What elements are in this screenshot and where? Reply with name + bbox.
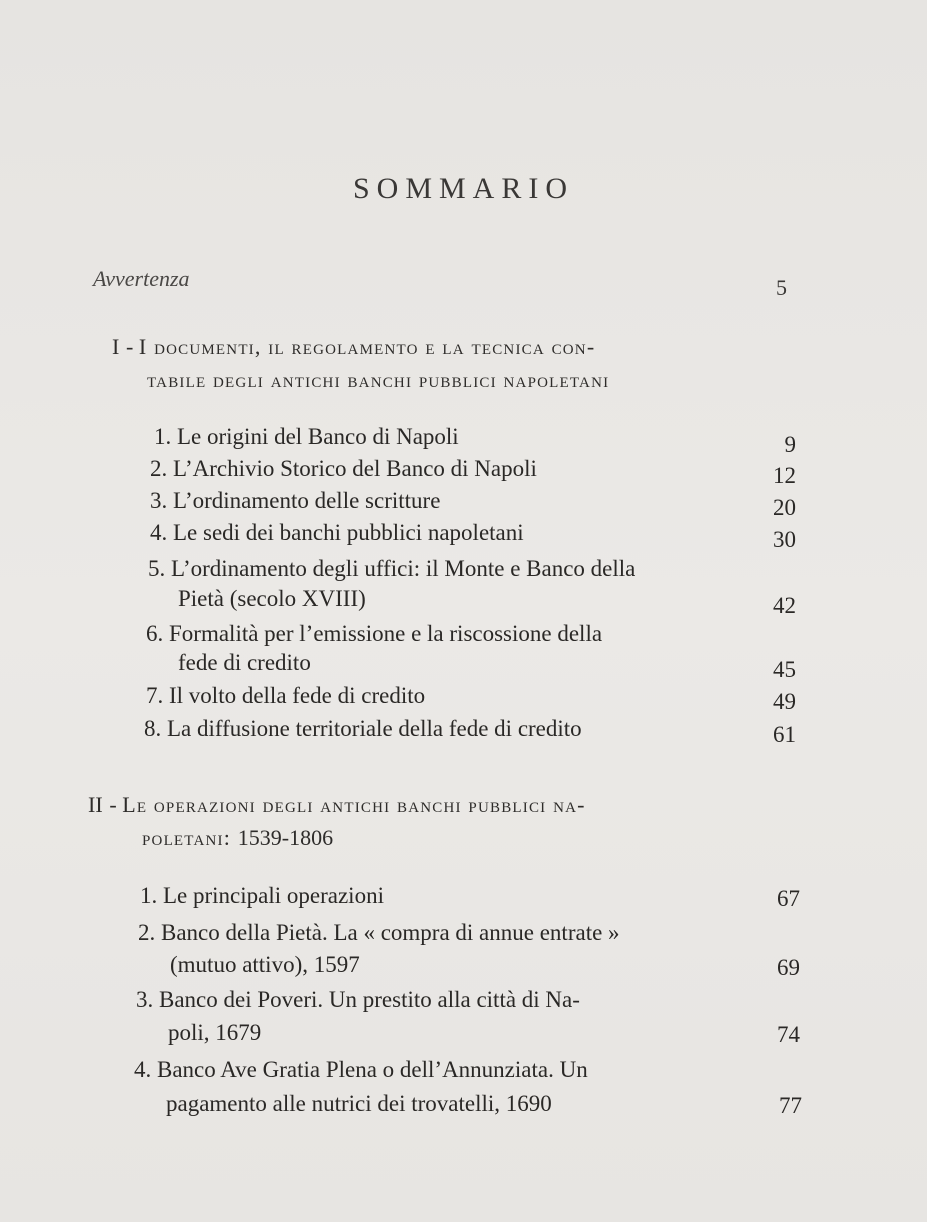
toc-page: 74 [777,1022,800,1047]
toc-entry: 3. L’ordinamento delle scritture [150,488,441,513]
section-title-line2: poletani: [142,825,232,850]
toc-entry-cont: Pietà (secolo XVIII) [178,586,366,611]
toc-entry: 7. Il volto della fede di credito [146,683,426,708]
toc-page: 77 [779,1093,802,1118]
toc-entry: 2. L’Archivio Storico del Banco di Napoli [150,456,537,481]
toc-page: 12 [773,463,796,488]
toc-page: 67 [777,886,800,911]
toc-page: 61 [773,722,796,747]
avvertenza-label: Avvertenza [93,266,190,291]
page-title: SOMMARIO [352,172,575,205]
toc-entry: 4. Le sedi dei banchi pubblici napoletani [150,520,524,545]
toc-entry-cont: pagamento alle nutrici dei trovatelli, 1690 [166,1091,552,1116]
section-title-line1: Le operazioni degli antichi banchi pubblici na- [122,792,586,817]
book-page: SOMMARIO Avvertenza 5 I - I documenti, il regolamento e la tecnica con- tabile degli antichi banchi pubblici napoletani 1. Le origini del Banco di Napoli 9 2. L’Archivio Storico del Banco di Napoli 12 3. L’ordinamento delle scritture 20 4. Le sedi dei banchi pubblici napoletani 30 5. L’ordinamento degli uffici: il Monte e Banco della Pietà (secolo XVIII) 42 6. Formalità per l’emissione e la riscossione della fede di credito 45 7. Il volto della fede di credito 49 8. La diffusione territoriale della fede di credito 61 II - Le operazioni degli antichi banchi pubblici na- poletani: 1539-1806 1. Le principali operazioni 67 2. Banco della Pietà. La « compra di annue entrate » (mutuo attivo), 1597 69 3. Banco dei Poveri. Un prestito alla città di Na- poli, 1679 74 4. Banco Ave Gratia Plena o dell’Annunziata. Un pagamento alle nutrici dei trovatelli, 1690 77 [0,0,927,1222]
toc-page: 69 [777,955,800,980]
toc-page: 42 [773,593,796,618]
toc-page: 9 [784,432,796,457]
toc-page: 30 [773,527,796,552]
toc-entry: 5. L’ordinamento degli uffici: il Monte e Banco della [148,556,636,581]
toc-entry: 1. Le origini del Banco di Napoli [154,424,459,449]
section-title-line1: I documenti, il regolamento e la tecnica con- [138,334,596,359]
section-numeral: II [88,792,103,817]
toc-entry: 8. La diffusione territoriale della fede di credito [144,716,582,741]
toc-page: 45 [773,657,796,682]
section-title-line2: tabile degli antichi banchi pubblici napoletani [147,367,610,392]
section-numeral: I [112,334,120,359]
toc-entry-cont: poli, 1679 [168,1020,262,1045]
toc-entry: 6. Formalità per l’emissione e la riscossione della [146,621,603,646]
section-title-dates: 1539-1806 [237,825,334,850]
toc-entry-cont: (mutuo attivo), 1597 [170,952,360,977]
toc-entry: 2. Banco della Pietà. La « compra di annue entrate » [138,920,620,945]
toc-entry: 4. Banco Ave Gratia Plena o dell’Annunziata. Un [134,1057,588,1082]
toc-entry-cont: fede di credito [178,650,311,675]
toc-entry: 3. Banco dei Poveri. Un prestito alla città di Na- [136,987,580,1012]
toc-page: 49 [773,689,796,714]
toc-entry: 1. Le principali operazioni [140,883,384,908]
toc-page: 20 [773,495,796,520]
avvertenza-page: 5 [776,275,787,300]
